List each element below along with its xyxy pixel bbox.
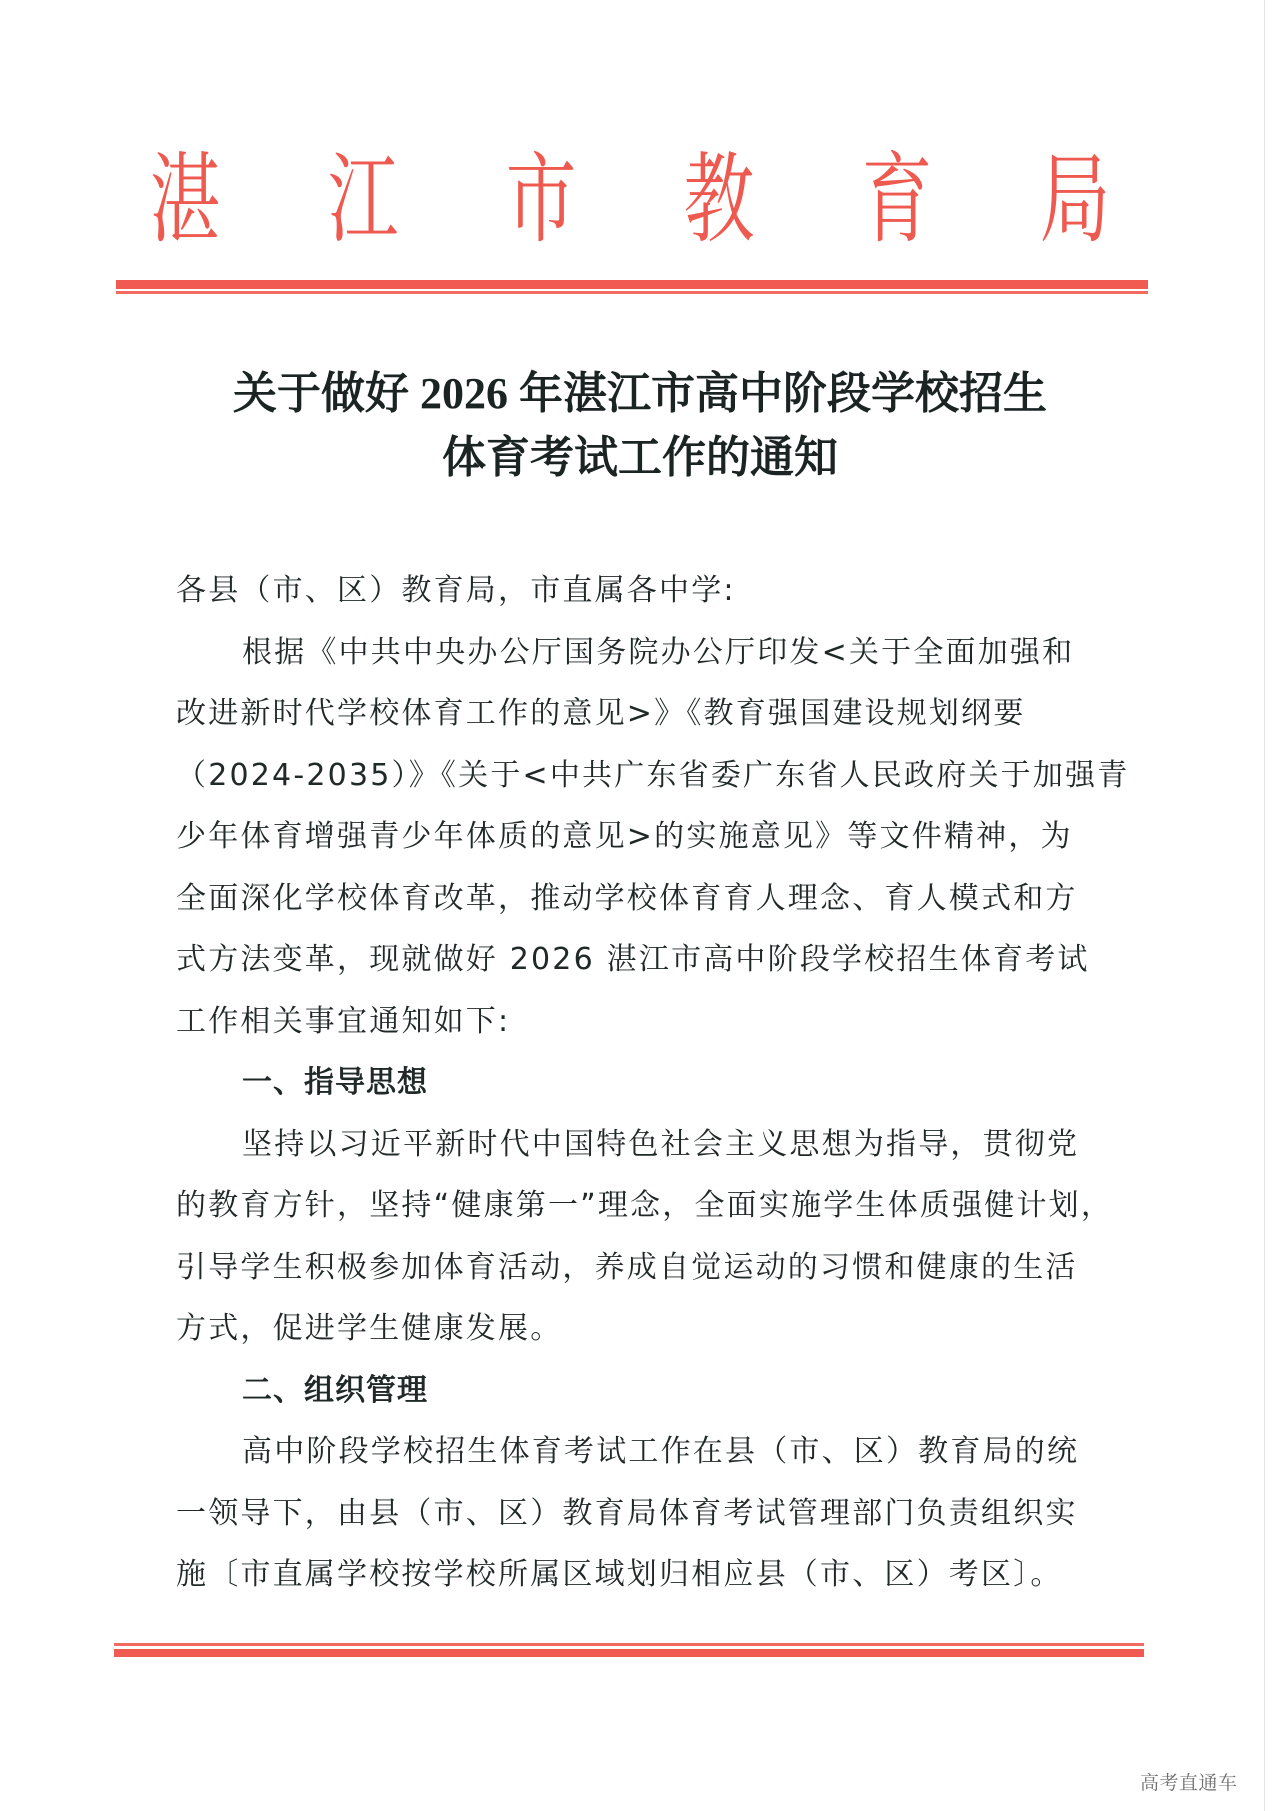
body-line: 的教育方针，坚持“健康第一”理念，全面实施学生体质强健计划， bbox=[176, 1188, 1114, 1223]
title-line-2: 体育考试工作的通知 bbox=[442, 433, 838, 482]
letterhead-char: 教 bbox=[683, 143, 755, 257]
letterhead-char: 育 bbox=[861, 143, 933, 257]
body-line: 高中阶段学校招生体育考试工作在县（市、区）教育局的统 bbox=[242, 1434, 1080, 1469]
document-title bbox=[0, 362, 1280, 490]
letterhead-char: 江 bbox=[327, 143, 399, 257]
scan-edge-line bbox=[1264, 0, 1265, 1811]
section-heading-organization: 二、组织管理 bbox=[242, 1372, 428, 1408]
body-line: 式方法变革，现就做好 2026 湛江市高中阶段学校招生体育考试 bbox=[176, 942, 1090, 977]
salutation: 各县（市、区）教育局，市直属各中学: bbox=[176, 573, 736, 608]
letterhead-divider-thin bbox=[116, 291, 1148, 294]
footer-divider-thick bbox=[114, 1649, 1144, 1657]
letterhead-char: 局 bbox=[1039, 143, 1111, 257]
letterhead-char: 湛 bbox=[149, 143, 221, 257]
body-line: 全面深化学校体育改革，推动学校体育育人理念、育人模式和方 bbox=[176, 880, 1078, 916]
letterhead bbox=[130, 135, 1130, 265]
body-line: 方式，促进学生健康发展。 bbox=[176, 1311, 563, 1346]
section-heading-guiding-ideology: 一、指导思想 bbox=[242, 1065, 428, 1100]
letterhead-divider-thick bbox=[116, 280, 1148, 289]
title-line-1: 关于做好 2026 年湛江市高中阶段学校招生 bbox=[233, 369, 1047, 418]
body-line: 根据《中共中央办公厅国务院办公厅印发<关于全面加强和 bbox=[242, 634, 1075, 670]
body-line: 一领导下，由县（市、区）教育局体育考试管理部门负责组织实 bbox=[176, 1495, 1078, 1531]
watermark-text: 高考直通车 bbox=[1140, 1772, 1238, 1794]
body-line: （2024-2035）》《关于<中共广东省委广东省人民政府关于加强青 bbox=[176, 757, 1130, 793]
body-line: 工作相关事宜通知如下: bbox=[176, 1003, 511, 1039]
letterhead-char: 市 bbox=[505, 143, 577, 257]
body-line: 坚持以习近平新时代中国特色社会主义思想为指导，贯彻党 bbox=[242, 1126, 1080, 1162]
body-line: 少年体育增强青少年体质的意见>的实施意见》等文件精神，为 bbox=[176, 819, 1073, 854]
footer-divider-thin bbox=[114, 1643, 1144, 1646]
body-line: 引导学生积极参加体育活动，养成自觉运动的习惯和健康的生活 bbox=[176, 1249, 1078, 1285]
document-body bbox=[176, 560, 1130, 1606]
body-line: 施〔市直属学校按学校所属区域划归相应县（市、区）考区〕。 bbox=[176, 1557, 1063, 1592]
body-line: 改进新时代学校体育工作的意见>》《教育强国建设规划纲要 bbox=[176, 696, 1026, 731]
